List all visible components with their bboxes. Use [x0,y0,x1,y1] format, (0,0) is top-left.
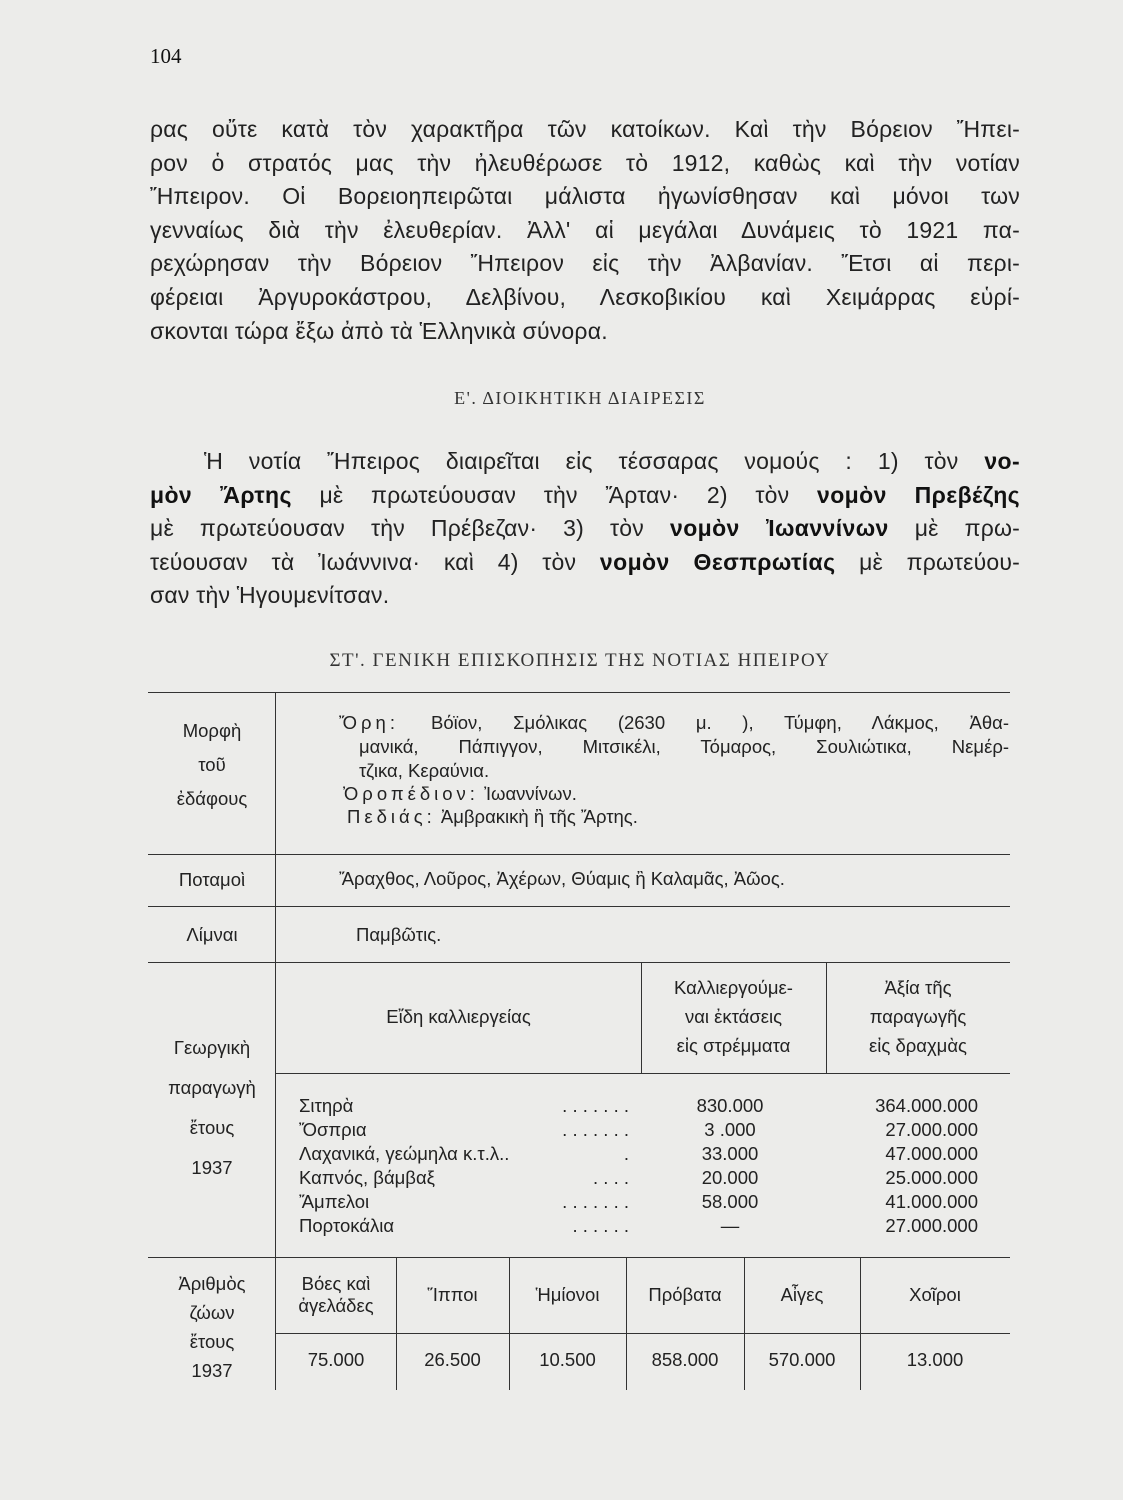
livestock-header-mules: Ἡμίονοι [535,1284,600,1305]
livestock-header-horses: Ἵπποι [427,1284,478,1305]
text-line: τεύουσαν τὰ Ἰωάννινα· καὶ 4) τὸν νομὸν Θεσπρωτίας μὲ πρωτεύου- [150,548,1021,575]
relief-mountains-cont: μανικά, Πάπιγγον, Μιτσικέλι, Τόμαρος, Σουλιώτικα, Νεμέρ- [359,736,1009,757]
paragraph-epirus-borders [150,113,1020,348]
text-line: σκονται τώρα ἔξω ἀπὸ τὰ Ἑλληνικὰ σύνορα. [150,317,608,344]
row-label-lakes: Λίμναι [186,924,238,945]
text-line: μὲ πρωτεύουσαν τὴν Πρέβεζαν· 3) τὸν νομὸν Ἰωαννίνων μὲ πρω- [150,515,1020,542]
row-label-relief: Μορφὴ τοῦ ἐδάφους [176,720,248,809]
relief-mountains: Ὄρη: Βόϊον, Σμόλικας (2630 μ. ), Τύμφη, Λάκμος, Ἀθα- [339,712,1009,733]
table-rule [148,962,1010,963]
agri-crops: Σιτηρὰ . . . . . . . Ὄσπρια . . . . . . . Λαχανικά, γεώμηλα κ.τ.λ.. . Καπνός, βάμβαξ . . . . Ἄμπελοι . . . . . . . Πορτοκάλια . . . . . . [299,1095,629,1236]
agri-values: 364.000.000 27.000.000 47.000.000 25.000.000 41.000.000 27.000.000 [875,1095,978,1236]
page-number: 104 [150,44,182,68]
relief-plateau: Ὀροπέδιον: Ἰωαννίνων. [343,783,577,804]
section-heading-general-overview: ΣΤ'. ΓΕΝΙΚΗ ΕΠΙΣΚΟΠΗΣΙΣ ΤΗΣ ΝΟΤΙΑΣ ΗΠΕΙΡΟΥ [329,650,831,671]
table-rule [148,1257,1010,1258]
text-line: ρας οὔτε κατὰ τὸν χαρακτῆρα τῶν κατοίκων. Καὶ τὴν Βόρειον Ἤπει- [150,116,1020,142]
livestock-value-pigs: 13.000 [906,1349,964,1370]
agri-header-area: Καλλιεργούμε- ναι ἐκτάσεις εἰς στρέμματα [674,977,793,1056]
table-rule [148,692,1010,693]
table-rule [276,1073,1010,1074]
livestock-value-mules: 10.500 [539,1349,596,1370]
livestock-value-horses: 26.500 [424,1349,481,1370]
relief-mountains-cont: τζικα, Κεραύνια. [359,760,490,781]
row-label-livestock: Ἀριθμὸς ζώων ἔτους 1937 [178,1273,246,1381]
text-line: ρεχώρησαν τὴν Βόρειον Ἤπειρον εἰς τὴν Ἀλβανίαν. Ἔτσι αἱ περι- [150,250,1020,277]
table-rule [148,906,1010,907]
livestock-value-goats: 570.000 [768,1349,836,1370]
text-line: γενναίως διὰ τὴν ἐλευθερίαν. Ἀλλ' αἱ μεγάλαι Δυνάμεις τὸ 1921 πα- [150,216,1020,243]
row-label-agriculture: Γεωργικὴ παραγωγὴ ἔτους 1937 [168,1037,256,1178]
agri-areas: 830.000 3 .000 33.000 20.000 58.000 — [696,1095,764,1236]
text-line: φέρειαι Ἀργυροκάστρου, Δελβίνου, Λεσκοβικίου καὶ Χειμάρρας εὑρί- [150,283,1020,310]
agri-header-value: Ἀξία τῆς παραγωγῆς εἰς δραχμὰς [869,977,967,1056]
rivers-value: Ἄραχθος, Λοῦρος, Ἀχέρων, Θύαμις ἢ Καλαμᾶς, Ἀῶος. [339,868,785,889]
livestock-header-sheep: Πρόβατα [648,1284,722,1305]
paragraph-prefectures [150,445,1020,613]
table-rule [148,854,1010,855]
text-line: σαν τὴν Ἡγουμενίτσαν. [150,582,390,609]
text-line: ρον ὁ στρατός μας τὴν ἠλευθέρωσε τὸ 1912, καθὼς καὶ τὴν νοτίαν [150,149,1020,176]
livestock-value-cattle: 75.000 [307,1349,365,1370]
row-label-rivers: Ποταμοὶ [178,869,246,890]
section-heading-administrative-division: Ε'. ΔΙΟΙΚΗΤΙΚΗ ΔΙΑΙΡΕΣΙΣ [454,388,706,408]
livestock-value-sheep: 858.000 [651,1349,719,1370]
agri-header-crop: Εἴδη καλλιεργείας [386,1006,531,1027]
text-line: μὸν Ἄρτης μὲ πρωτεύουσαν τὴν Ἄρταν· 2) τὸν νομὸν Πρεβέζης [150,481,1021,508]
lakes-value: Παμβῶτις. [356,924,442,945]
livestock-header-goats: Αἶγες [780,1284,824,1305]
text-line: Ἤπειρον. Οἱ Βορειοηπειρῶται μάλιστα ἠγωνίσθησαν καὶ μόνοι των [150,183,1020,210]
relief-plains: Πεδιάς: Ἀμβρακικὴ ἢ τῆς Ἄρτης. [347,806,638,827]
text-line: Ἡ νοτία Ἤπειρος διαιρεῖται εἰς τέσσαρας νομούς : 1) τὸν νο- [204,448,1021,474]
livestock-header-pigs: Χοῖροι [909,1284,961,1305]
table-rule [276,1333,1010,1334]
livestock-header-cattle: Βόες καὶ ἀγελάδες [298,1273,374,1316]
